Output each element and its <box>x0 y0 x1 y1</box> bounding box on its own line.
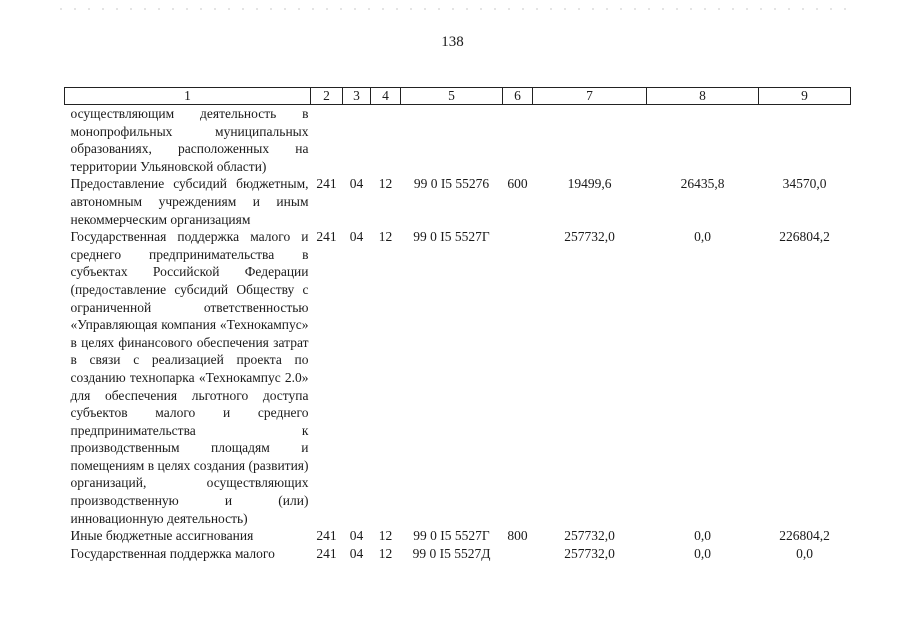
row-code-3: 04 <box>349 528 364 544</box>
table-row <box>65 527 851 545</box>
row-code-3 <box>343 105 371 176</box>
row-amount-7: 19499,6 <box>567 176 612 192</box>
row-code-3: 04 <box>349 545 364 561</box>
row-amount-9 <box>759 105 851 176</box>
row-amount-8: 0,0 <box>694 528 711 544</box>
col-header-6: 6 <box>503 88 533 105</box>
col-header-4: 4 <box>371 88 401 105</box>
row-code-6: 800 <box>507 528 528 544</box>
row-amount-8: 26435,8 <box>680 176 725 192</box>
row-code-3: 04 <box>349 229 364 245</box>
row-code-5: 99 0 I5 5527Д <box>412 545 491 561</box>
row-code-2: 241 <box>316 528 337 544</box>
row-code-6 <box>503 545 533 563</box>
row-code-5: 99 0 I5 55276 <box>413 176 490 192</box>
row-code-4 <box>371 105 401 176</box>
scan-artifact-line <box>60 8 850 10</box>
row-code-4: 12 <box>378 176 393 192</box>
header-row <box>65 88 851 105</box>
table-row <box>65 175 851 228</box>
row-name: Государственная поддержка малого <box>70 545 275 561</box>
row-name: Предоставление субсидий бюджетным, автономным учреждениям и иным некоммерческим организациям <box>70 176 309 227</box>
page-number: 138 <box>441 34 464 50</box>
row-amount-8: 0,0 <box>694 229 711 245</box>
row-code-5 <box>401 105 503 176</box>
row-amount-7: 257732,0 <box>564 229 615 245</box>
row-code-5: 99 0 I5 5527Г <box>413 229 490 245</box>
row-code-4: 12 <box>378 528 393 544</box>
col-header-8: 8 <box>647 88 759 105</box>
budget-table <box>64 87 851 562</box>
col-header-2: 2 <box>311 88 343 105</box>
row-code-2: 241 <box>316 229 337 245</box>
row-amount-8: 0,0 <box>694 545 711 561</box>
row-name: Иные бюджетные ассигнования <box>70 528 254 544</box>
row-code-6 <box>503 105 533 176</box>
col-header-5: 5 <box>401 88 503 105</box>
row-amount-9: 34570,0 <box>782 176 827 192</box>
row-amount-7: 257732,0 <box>564 528 615 544</box>
col-header-7: 7 <box>533 88 647 105</box>
row-code-3: 04 <box>349 176 364 192</box>
row-code-5: 99 0 I5 5527Г <box>413 528 490 544</box>
table-row <box>65 228 851 527</box>
col-header-1: 1 <box>65 88 311 105</box>
row-amount-9: 226804,2 <box>779 528 830 544</box>
row-code-2 <box>311 105 343 176</box>
row-name: осуществляющим деятельность в монопрофильных муниципальных образованиях, расположенных на территории Ульяновской области) <box>70 106 309 174</box>
row-code-6 <box>503 228 533 527</box>
row-amount-7 <box>533 105 647 176</box>
row-amount-9: 226804,2 <box>779 229 830 245</box>
row-code-2: 241 <box>316 545 337 561</box>
table-row <box>65 105 851 176</box>
row-amount-7: 257732,0 <box>564 545 615 561</box>
col-header-3: 3 <box>343 88 371 105</box>
col-header-9: 9 <box>759 88 851 105</box>
row-amount-8 <box>647 105 759 176</box>
row-code-4: 12 <box>378 545 393 561</box>
row-name: Государственная поддержка малого и среднего предпринимательства в субъектах Российской Федерации (предоставление субсидий Обществу с ограниченной ответственностью «Управляющая компания «Технокампус» в целях финансового обеспечения затрат в связи с реализацией проекта по созданию технопарка «Технокампус 2.0» для обеспечения льготного доступа субъектов малого и среднего предпринимательства к производственным площадям и помещениям в целях создания (развития) организаций, осуществляющих производственную и (или) инновационную деятельность) <box>70 229 309 526</box>
row-code-6: 600 <box>507 176 528 192</box>
row-amount-9: 0,0 <box>796 545 813 561</box>
table-row <box>65 545 851 563</box>
row-code-4: 12 <box>378 229 393 245</box>
row-code-2: 241 <box>316 176 337 192</box>
